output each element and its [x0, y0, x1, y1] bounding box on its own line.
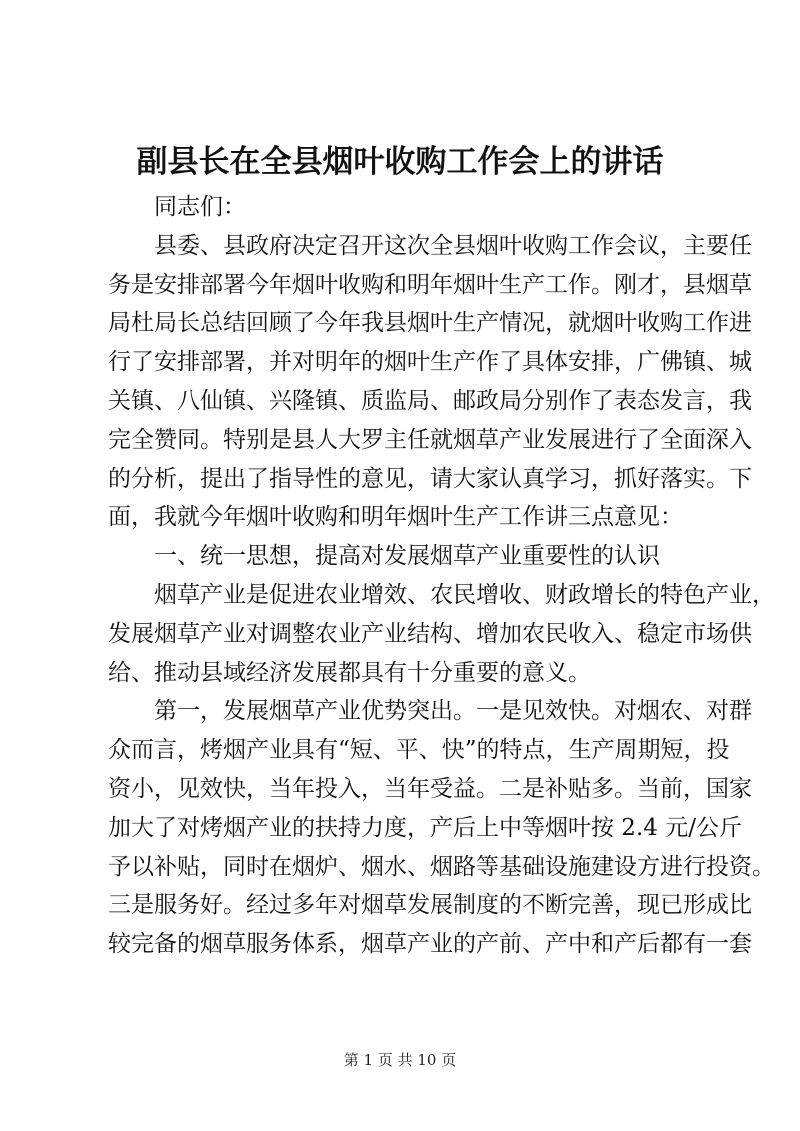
text-line: 完全赞同。特别是县人大罗主任就烟草产业发展进行了全面深入: [108, 426, 752, 453]
text-line: 第一，发展烟草产业优势突出。一是见效快。对烟农、对群: [154, 698, 752, 725]
document-body: [108, 188, 775, 964]
text-line: 县委、县政府决定召开这次全县烟叶收购工作会议，主要任: [154, 232, 752, 259]
section-heading: 一、统一思想，提高对发展烟草产业重要性的认识: [154, 543, 660, 570]
text-line: 较完备的烟草服务体系，烟草产业的产前、产中和产后都有一套: [108, 931, 752, 958]
text-line: 务是安排部署今年烟叶收购和明年烟叶生产工作。刚才，县烟草: [108, 271, 752, 298]
text-line: 面，我就今年烟叶收购和明年烟叶生产工作讲三点意见：: [108, 504, 683, 531]
text-line: 加大了对烤烟产业的扶持力度，产后上中等烟叶按 2.4 元/公斤: [108, 814, 742, 841]
text-line: 予以补贴，同时在烟炉、烟水、烟路等基础设施建设方进行投资。: [108, 853, 775, 880]
text-line: 局杜局长总结回顾了今年我县烟叶生产情况，就烟叶收购工作进: [108, 310, 752, 337]
text-line: 资小，见效快，当年投入，当年受益。二是补贴多。当前，国家: [108, 775, 752, 802]
text-line: 三是服务好。经过多年对烟草发展制度的不断完善，现已形成比: [108, 892, 752, 919]
text-line: 同志们：: [154, 194, 246, 220]
text-line: 发展烟草产业对调整农业产业结构、增加农民收入、稳定市场供: [108, 620, 752, 647]
text-line: 烟草产业是促进农业增效、农民增收、财政增长的特色产业，: [154, 581, 775, 608]
text-line: 众而言，烤烟产业具有“短、平、快”的特点，生产周期短，投: [108, 737, 730, 764]
text-line: 给、推动县域经济发展都具有十分重要的意义。: [108, 659, 591, 686]
text-line: 关镇、八仙镇、兴隆镇、质监局、邮政局分别作了表态发言，我: [108, 387, 752, 414]
text-line: 行了安排部署，并对明年的烟叶生产作了具体安排，广佛镇、城: [108, 349, 752, 376]
text-line: 的分析，提出了指导性的意见，请大家认真学习，抓好落实。下: [108, 465, 752, 492]
page-number-footer: 第 1 页 共 10 页: [343, 1051, 457, 1069]
document-title: 副县长在全县烟叶收购工作会上的讲话: [136, 144, 664, 180]
